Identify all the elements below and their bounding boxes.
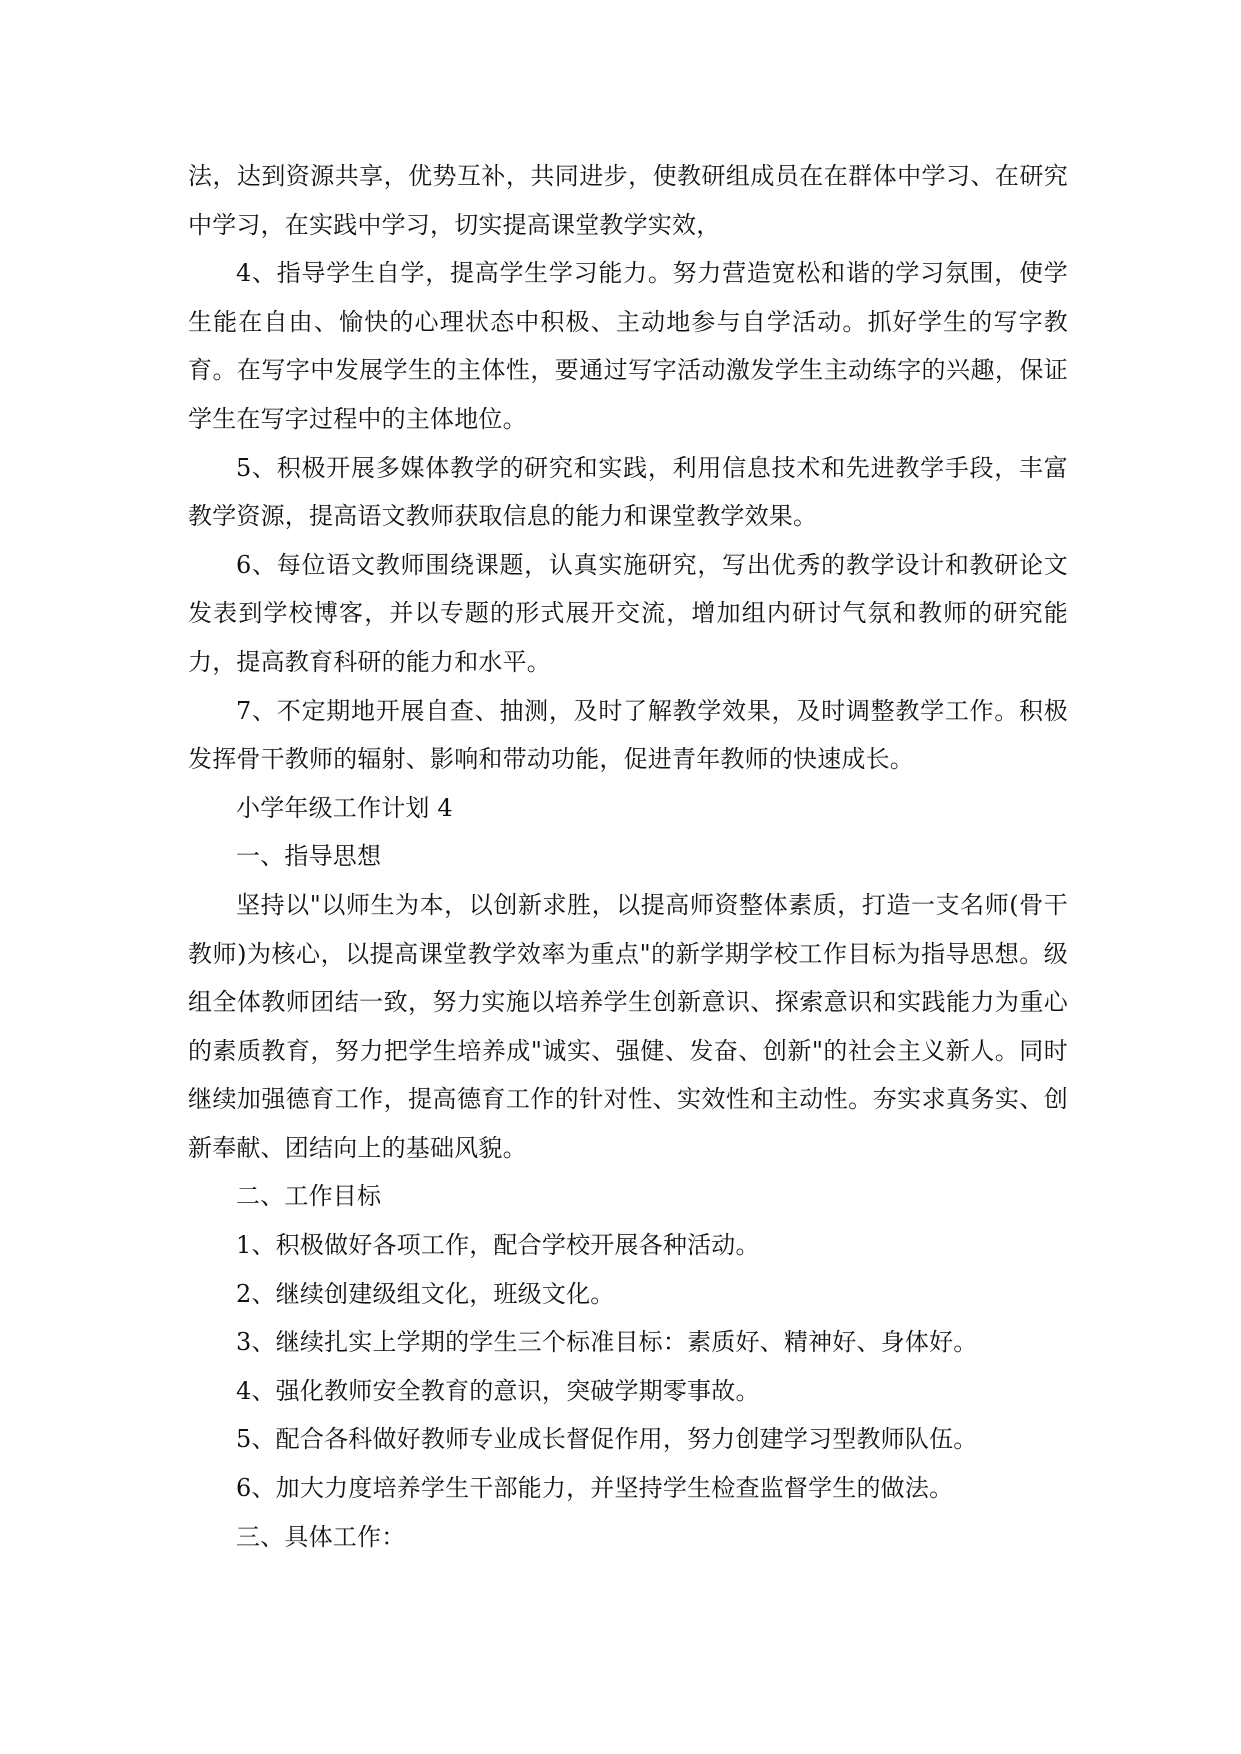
goal-item: 4、强化教师安全教育的意识，突破学期零事故。 (236, 1376, 760, 1405)
paragraph-item-5: 5、积极开展多媒体教学的研究和实践，利用信息技术和先进教学手段，丰富教学资源，提高语文教师获取信息的能力和课堂教学效果。 (188, 453, 1068, 531)
section-heading-work-goals: 二、工作目标 (236, 1182, 382, 1211)
section-heading-guiding-thought: 一、指导思想 (236, 842, 382, 871)
paragraph-item-4: 4、指导学生自学，提高学生学习能力。努力营造宽松和谐的学习氛围，使学生能在自由、愉快的心理状态中积极、主动地参与自学活动。抓好学生的写字教育。在写字中发展学生的主体性，要通过写字活动激发学生主动练字的兴趣，保证学生在写字过程中的主体地位。 (188, 259, 1068, 433)
goal-item: 3、继续扎实上学期的学生三个标准目标：素质好、精神好、身体好。 (236, 1328, 978, 1357)
paragraph-continuation: 法，达到资源共享，优势互补，共同进步，使教研组成员在在群体中学习、在研究中学习，在实践中学习，切实提高课堂教学实效， (188, 162, 1068, 239)
goal-item: 6、加大力度培养学生干部能力，并坚持学生检查监督学生的做法。 (236, 1474, 954, 1503)
section-heading-specific-work: 三、具体工作： (236, 1522, 406, 1551)
goal-item: 5、配合各科做好教师专业成长督促作用，努力创建学习型教师队伍。 (236, 1425, 978, 1454)
paragraph-item-6: 6、每位语文教师围绕课题，认真实施研究，写出优秀的教学设计和教研论文发表到学校博客，并以专题的形式展开交流，增加组内研讨气氛和教师的研究能力，提高教育科研的能力和水平。 (188, 550, 1068, 676)
paragraph-item-7: 7、不定期地开展自查、抽测，及时了解教学效果，及时调整教学工作。积极发挥骨干教师的辐射、影响和带动功能，促进青年教师的快速成长。 (188, 696, 1068, 774)
plan-heading: 小学年级工作计划 4 (236, 793, 453, 822)
paragraph-guiding-thought: 坚持以"以师生为本，以创新求胜，以提高师资整体素质，打造一支名师(骨干教师)为核心，以提高课堂教学效率为重点"的新学期学校工作目标为指导思想。级组全体教师团结一致，努力实施以培养学生创新意识、探索意识和实践能力为重心的素质教育，努力把学生培养成"诚实、强健、发奋、创新"的社会主义新人。同时继续加强德育工作，提高德育工作的针对性、实效性和主动性。夯实求真务实、创新奉献、团结向上的基础风貌。 (188, 890, 1068, 1162)
goal-item: 1、积极做好各项工作，配合学校开展各种活动。 (236, 1231, 760, 1260)
document-page (188, 152, 1068, 1561)
goal-item: 2、继续创建级组文化，班级文化。 (236, 1279, 615, 1308)
